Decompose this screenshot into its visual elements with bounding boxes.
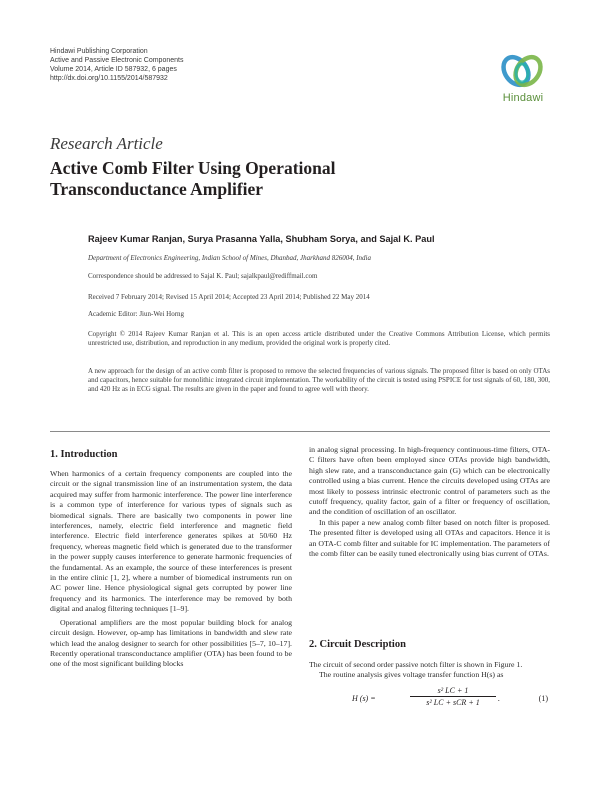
equation-denominator: s² LC + sCR + 1 (426, 698, 480, 707)
equation-number: (1) (538, 694, 548, 703)
circuit-text (309, 660, 550, 681)
volume-info: Volume 2014, Article ID 587932, 6 pages (50, 66, 177, 73)
copyright-notice: Copyright © 2014 Rajeev Kumar Ranjan et al. This is an open access article distributed under the Creative Commons Attribution License, which permits unrestricted use, distribution, and reproduction in any medium, provided the original work is properly cited. (88, 330, 550, 347)
abstract: A new approach for the design of an active comb filter is proposed to remove the selected frequencies of various signals. The proposed filter is based on only OTAs and capacitors, hence suitable for monolithic integrated circuit implementation. The workability of the circuit is tested using PSPICE for test signals of 60, 180, 300, and 420 Hz as in ECG signal. The results are given in the paper and found to agree well with theory. (88, 367, 550, 393)
journal-header (50, 47, 183, 83)
circuit-paragraph-1: The circuit of second order passive notch filter is shown in Figure 1. (309, 660, 523, 669)
equation-fraction (410, 686, 496, 707)
correspondence: Correspondence should be addressed to Sajal K. Paul; sajalkpaul@rediffmail.com (88, 272, 318, 280)
equation-tail: . (498, 694, 500, 703)
article-title: Active Comb Filter Using Operational Transconductance Amplifier (50, 158, 336, 199)
section-divider (50, 431, 550, 432)
article-type: Research Article (50, 134, 163, 153)
publisher-name: Hindawi Publishing Corporation (50, 48, 148, 55)
introduction-heading: 1. Introduction (50, 449, 118, 460)
publication-dates: Received 7 February 2014; Revised 15 April 2014; Accepted 23 April 2014; Published 22 May 2014 (88, 293, 370, 301)
intro-paragraph-1: When harmonics of a certain frequency components are coupled into the circuit or the signal transmission line of an instrumentation system, the data acquired may suffer from harmonic interference. The power line interference is a common type of interference for various types of signals such as biomedical signals. There are basically two components in power line interferences, namely, electric field interference and magnetic field interference. Electric field interference generates spikes at 50/60 Hz frequency, whereas magnetic field which is generated due to the transformer in the power supply causes interference to generate harmonic frequencies of the fundamental. As an example, the source of these interferences is present in the entire clinic [1, 2], where a number of biomedical instruments run on AC power line. Hence physiological signal gets corrupted by power line frequency and its harmonics. The interference may be removed by both digital and analog filtering techniques [1–9]. (50, 469, 292, 614)
journal-name: Active and Passive Electronic Components (50, 57, 184, 64)
author-list: Rajeev Kumar Ranjan, Surya Prasanna Yalla, Shubham Sorya, and Sajal K. Paul (88, 234, 435, 244)
right-paragraph-1: in analog signal processing. In high-frequency continuous-time filters, OTA-C filters have often been employed since OTAs provide high bandwidth, high slew rate, and a transconductance gain (G) which can be electronically controlled using a bias current. Hence the circuits developed using OTAs are most likely to possess intrinsic electronic control of parameters such as the cutoff frequency, quality factor, gain of a filter or frequency of oscillation, and the condition of oscillation of an oscillator. (309, 445, 550, 517)
hindawi-logo-icon (496, 50, 548, 92)
equation-lhs: H (s) = (352, 694, 376, 703)
equation-1 (352, 686, 552, 716)
author-affiliation: Department of Electronics Engineering, Indian School of Mines, Dhanbad, Jharkhand 826004, India (88, 254, 372, 262)
circuit-description-heading: 2. Circuit Description (309, 639, 406, 650)
right-column (309, 445, 550, 559)
left-column (50, 469, 292, 670)
circuit-paragraph-2: The routine analysis gives voltage transfer function H(s) as (319, 670, 504, 680)
doi-link[interactable]: http://dx.doi.org/10.1155/2014/587932 (50, 75, 168, 82)
hindawi-logo (496, 50, 548, 106)
academic-editor: Academic Editor: Jiun-Wei Horng (88, 310, 185, 318)
equation-numerator: s² LC + 1 (410, 686, 496, 697)
intro-paragraph-2: Operational amplifiers are the most popular building block for analog circuit design. However, op-amp has limitations in bandwidth and slew rate which lead the analog designer to search for other possibilities [5–7, 10–17]. Recently operational transconductance amplifier (OTA) has been found to be one of the most significant building blocks (50, 617, 292, 669)
hindawi-logo-text: Hindawi (502, 92, 544, 104)
right-paragraph-2: In this paper a new analog comb filter based on notch filter is proposed. The presented filter is developed using all OTAs and capacitors. Hence it is an OTA-C comb filter and suitable for IC implementation. The parameters of the comb filter can be easily tuned electronically using bias current of OTAs. (309, 517, 550, 559)
